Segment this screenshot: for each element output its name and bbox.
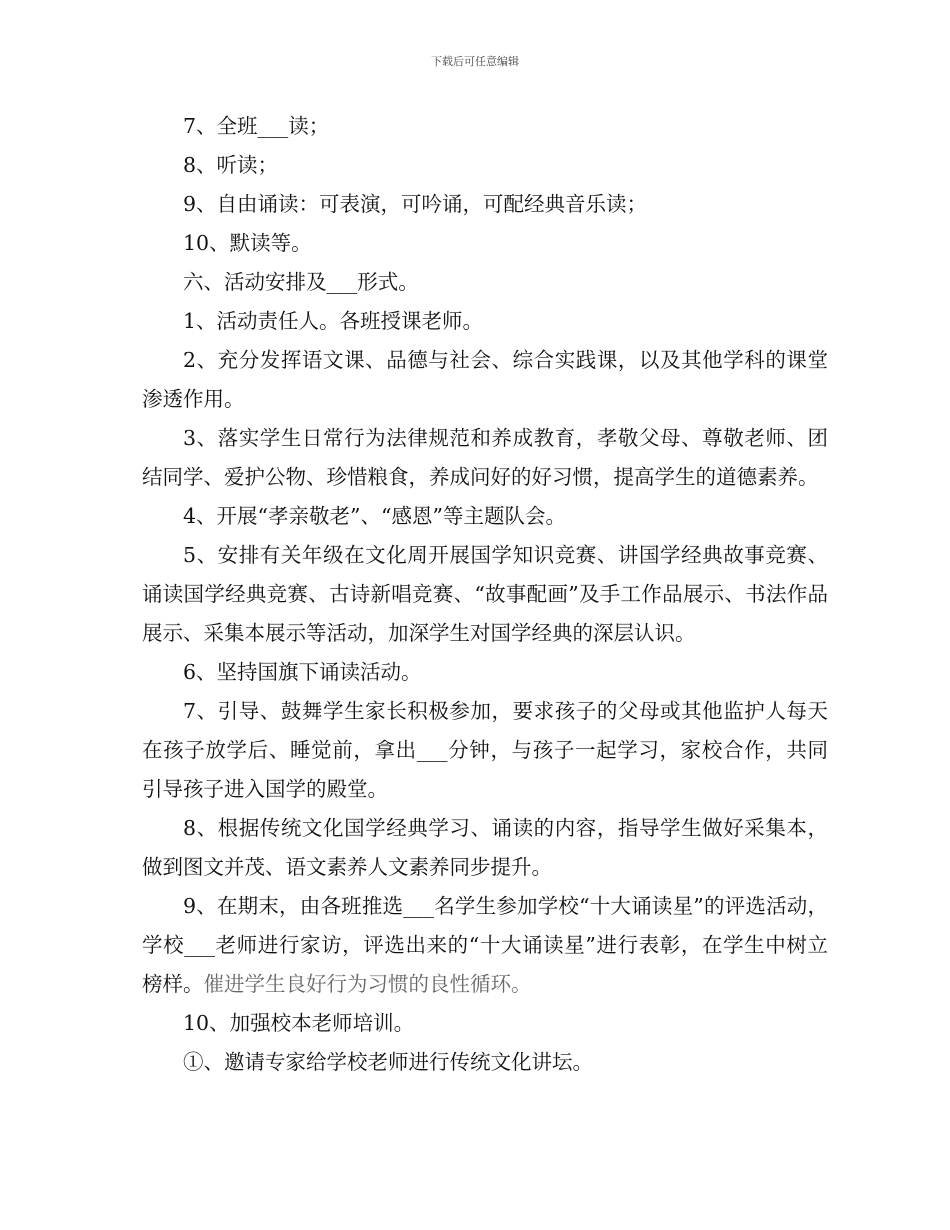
paragraph: 4、开展“孝亲敬老”、“感恩”等主题队会。 (183, 504, 566, 528)
paragraph: 1、活动责任人。各班授课老师。 (183, 309, 484, 333)
paragraph: 8、听读； (183, 153, 279, 177)
paragraph: 2、充分发挥语文课、品德与社会、综合实践课，以及其他学科的课堂渗透作用。 (142, 348, 828, 411)
page-header: 下载后可任意编辑 (431, 55, 519, 68)
paragraph: 7、全班___读； (183, 114, 330, 138)
paragraph: 6、坚持国旗下诵读活动。 (183, 660, 422, 684)
section-heading: 六、活动安排及___形式。 (183, 270, 419, 294)
paragraph: ①、邀请专家给学校老师进行传统文化讲坛。 (183, 1050, 593, 1074)
paragraph: 10、加强校本老师培训。 (183, 1011, 415, 1035)
paragraph: 5、安排有关年级在文化周开展国学知识竞赛、讲国学经典故事竞赛、诵读国学经典竞赛、古诗新唱竞赛、“故事配画”及手工作品展示、书法作品展示、采集本展示等活动，加深学生对国学经典的深层认识。 (142, 543, 828, 645)
paragraph: 8、根据传统文化国学经典学习、诵读的内容，指导学生做好采集本，做到图文并茂、语文素养人文素养同步提升。 (142, 816, 828, 879)
paragraph-tail: 催进学生良好行为习惯的良性循环。 (203, 972, 532, 996)
paragraph: 7、引导、鼓舞学生家长积极参加，要求孩子的父母或其他监护人每天在孩子放学后、睡觉前，拿出___分钟，与孩子一起学习，家校合作，共同引导孩子进入国学的殿堂。 (142, 699, 828, 801)
document-body (142, 107, 828, 1082)
paragraph: 3、落实学生日常行为法律规范和养成教育，孝敬父母、尊敬老师、团结同学、爱护公物、珍惜粮食，养成问好的好习惯，提高学生的道德素养。 (142, 426, 828, 489)
paragraph: 9、在期末，由各班推选___名学生参加学校“十大诵读星”的评选活动，学校___老师进行家访，评选出来的“十大诵读星”进行表彰，在学生中树立榜样。催进学生良好行为习惯的良性循环。 (142, 894, 828, 996)
paragraph: 9、自由诵读：可表演，可吟诵，可配经典音乐读； (183, 192, 648, 216)
paragraph: 10、默读等。 (183, 231, 312, 255)
